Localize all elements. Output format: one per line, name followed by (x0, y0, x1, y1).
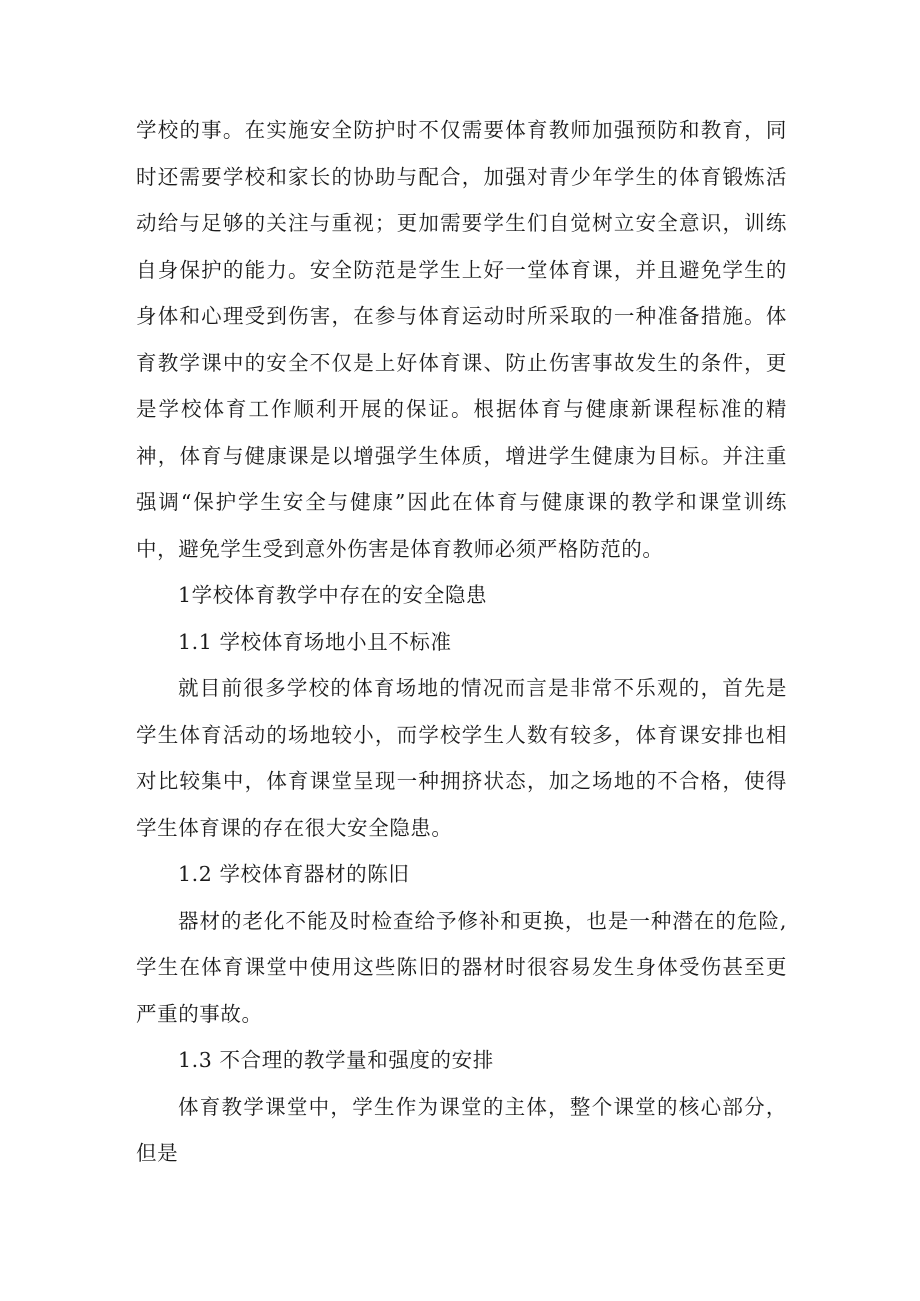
subsection-heading-1-1: 1.1 学校体育场地小且不标准 (178, 629, 452, 654)
document-page (136, 107, 787, 1177)
paragraph-equipment: 器材的老化不能及时检查给予修补和更换，也是一种潜在的危险,学生在体育课堂中使用这些陈旧的器材时很容易发生身体受伤甚至更严重的事故。 (136, 908, 787, 1026)
section-heading-1: 1学校体育教学中存在的安全隐患 (178, 583, 488, 607)
paragraph-venue: 就目前很多学校的体育场地的情况而言是非常不乐观的，首先是学生体育活动的场地较小，而学校学生人数有较多，体育课安排也相对比较集中，体育课堂呈现一种拥挤状态，加之场地的不合格，使得学生体育课的存在很大安全隐患。 (136, 676, 787, 840)
subsection-heading-1-3: 1.3 不合理的教学量和强度的安排 (178, 1048, 494, 1072)
paragraph-intro: 学校的事。在实施安全防护时不仅需要体育教师加强预防和教育，同时还需要学校和家长的协助与配合，加强对青少年学生的体育锻炼活动给与足够的关注与重视；更加需要学生们自觉树立安全意识，训练自身保护的能力。安全防范是学生上好一堂体育课，并且避免学生的身体和心理受到伤害，在参与体育运动时所采取的一种准备措施。体育教学课中的安全不仅是上好体育课、防止伤害事故发生的条件，更是学校体育工作顺利开展的保证。根据体育与健康新课程标准的精神，体育与健康课是以增强学生体质，增进学生健康为目标。并注重强调“保护学生安全与健康”因此在体育与健康课的教学和课堂训练中，避免学生受到意外伤害是体育教师必须严格防范的。 (136, 118, 787, 561)
paragraph-teaching-load: 体育教学课堂中，学生作为课堂的主体，整个课堂的核心部分，但是 (136, 1094, 787, 1165)
subsection-heading-1-2: 1.2 学校体育器材的陈旧 (178, 862, 410, 886)
